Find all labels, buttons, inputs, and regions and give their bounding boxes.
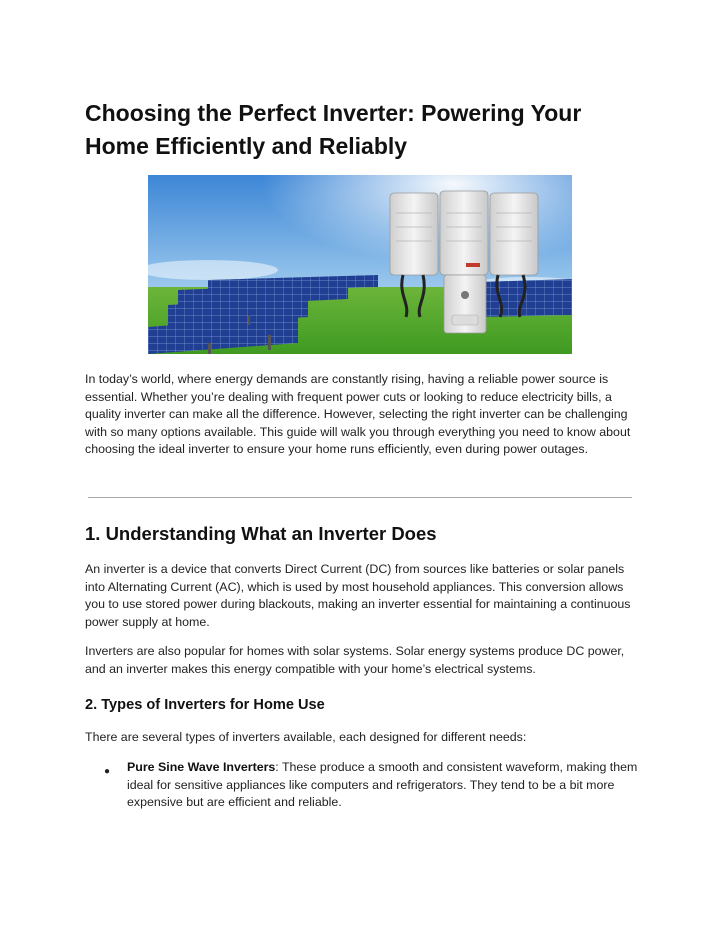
intro-paragraph: In today’s world, where energy demands are constantly rising, having a reliable power source is essential. Whether you’re dealing with frequent power cuts or looking to reduce electricity bills, a quality inverter can make all the difference. However, selecting the right inverter can be challenging with so many options available. This guide will walk you through everything you need to know about choosing the ideal inverter to ensure your home runs efficiently, even during power outages. <box>85 372 631 457</box>
section-2-heading: 2. Types of Inverters for Home Use <box>85 697 325 713</box>
section-2-intro: There are several types of inverters available, each designed for different needs: <box>85 730 527 744</box>
bullet-description: : These produce a smooth and consistent waveform, making them ideal for sensitive appliances like computers and refrigerators. They tend to be a bit more expensive but are efficient and reliable. <box>127 760 638 810</box>
section-1-paragraph-2: Inverters are also popular for homes with solar systems. Solar energy systems produce DC power, and an inverter makes this energy compatible with your home’s electrical systems. <box>85 644 625 676</box>
bullet-icon: ● <box>104 766 111 777</box>
hero-image <box>148 175 572 354</box>
bullet-term: Pure Sine Wave Inverters <box>127 760 276 774</box>
list-item <box>127 759 642 812</box>
section-1-paragraph-1: An inverter is a device that converts Direct Current (DC) from sources like batteries or solar panels into Alternating Current (AC), which is used by most household appliances. This conversion allows you to use stored power during blackouts, making an inverter essential for maintaining a continuous power supply at home. <box>85 562 631 629</box>
section-divider <box>88 497 632 498</box>
solar-inverter-photo-icon <box>148 175 572 354</box>
section-1-heading: 1. Understanding What an Inverter Does <box>85 523 437 544</box>
page-title: Choosing the Perfect Inverter: Powering Your Home Efficiently and Reliably <box>85 100 582 159</box>
